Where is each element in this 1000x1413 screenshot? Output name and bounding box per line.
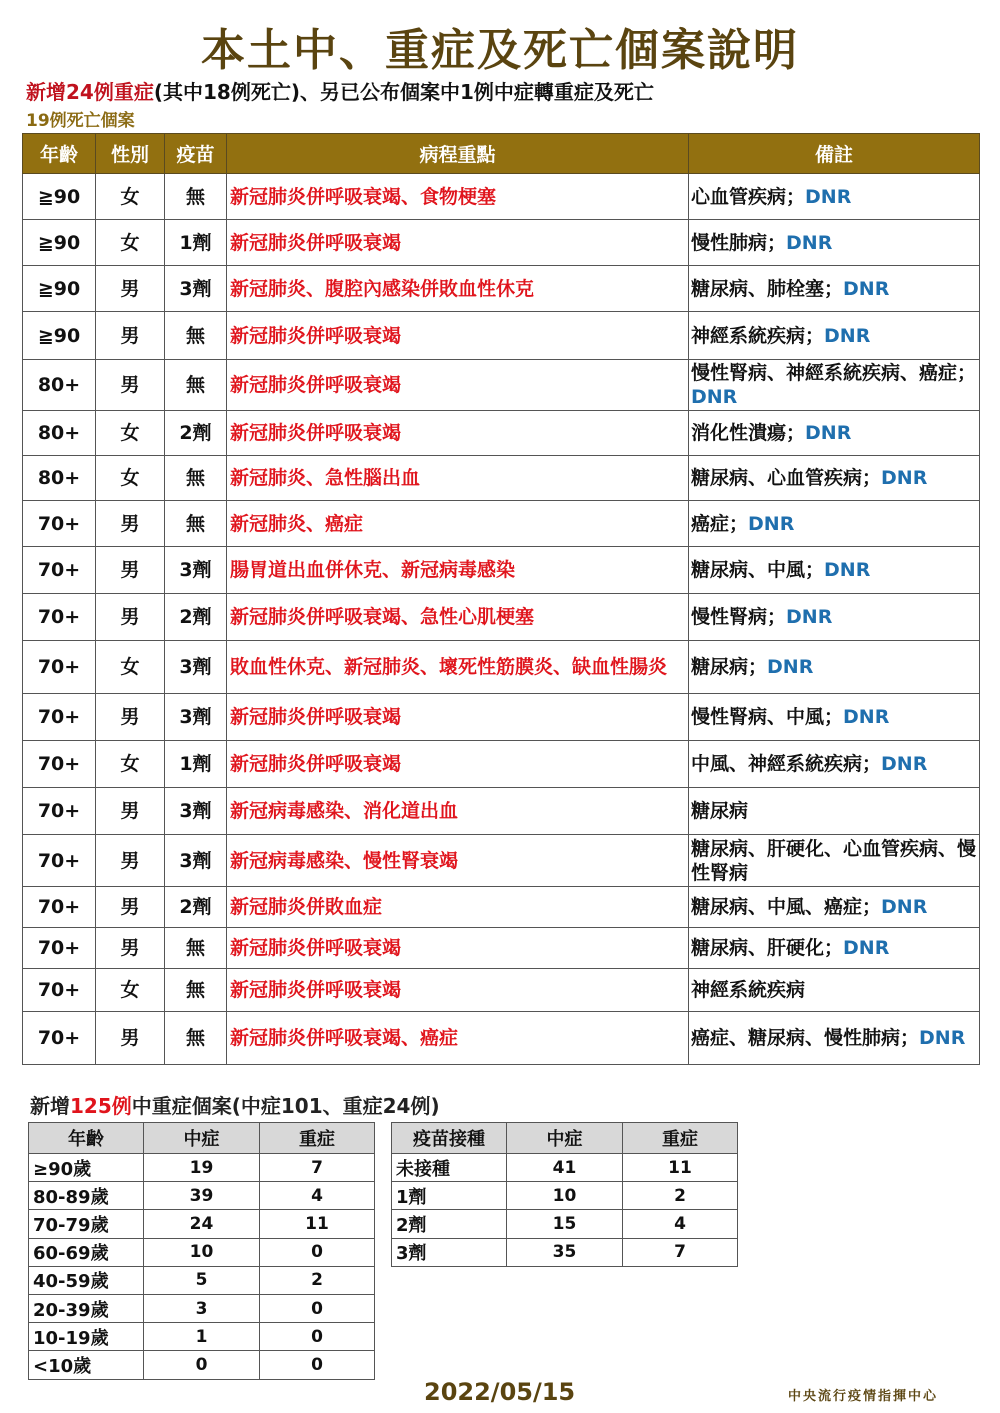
vaccine-cell: 2劑: [165, 887, 227, 928]
col-vaccine: 疫苗: [165, 134, 227, 174]
age-table-header: [29, 1123, 375, 1154]
vaccine-cell: 3劑: [165, 694, 227, 741]
moderate-cell: 10: [507, 1182, 623, 1210]
sex-cell: 男: [96, 266, 165, 312]
vaccine-cell: 無: [165, 928, 227, 969]
death-case-row: [23, 788, 980, 835]
note-text: 糖尿病、肺栓塞；: [691, 277, 844, 300]
age-cell: 80+: [23, 411, 96, 456]
age-group-row: [29, 1210, 375, 1238]
vaccine-cell: 無: [165, 174, 227, 220]
moderate-cell: 41: [507, 1154, 623, 1182]
col-sex: 性別: [96, 134, 165, 174]
dnr-tag: DNR: [881, 753, 928, 775]
vaccine-cell: 1劑: [165, 220, 227, 266]
note-text: 神經系統疾病；: [691, 324, 825, 347]
sex-cell: 男: [96, 887, 165, 928]
age-cell: 70+: [23, 501, 96, 547]
subtitle-highlight: 新增24例重症: [26, 80, 154, 104]
dnr-tag: DNR: [824, 559, 871, 581]
note-text: 糖尿病、中風；: [691, 559, 825, 581]
death-case-row: [23, 887, 980, 928]
severe-cell: 2: [623, 1182, 738, 1210]
death-case-row: [23, 741, 980, 788]
severe-cell: 7: [260, 1154, 375, 1182]
severe-cell: 0: [260, 1238, 375, 1266]
age-cell: 70+: [23, 887, 96, 928]
course-cell: 新冠肺炎併呼吸衰竭: [227, 312, 689, 360]
age-cell: ≧90: [23, 174, 96, 220]
age-cell: ≧90: [23, 266, 96, 312]
note-cell: [689, 969, 980, 1012]
note-text: 糖尿病、中風、癌症；: [691, 896, 882, 918]
note-text: 癌症；: [691, 512, 749, 535]
note-text: 神經系統疾病: [691, 979, 806, 1001]
death-case-row: [23, 1012, 980, 1065]
note-text: 糖尿病: [691, 800, 749, 822]
organization-name: 中央流行疫情指揮中心: [788, 1389, 939, 1404]
vaccination-row: [392, 1238, 738, 1266]
note-text: 糖尿病、心血管疾病；: [691, 467, 882, 489]
sex-cell: 男: [96, 547, 165, 594]
dnr-tag: DNR: [786, 606, 833, 628]
col-note: 備註: [689, 134, 980, 174]
vaccination-row: [392, 1154, 738, 1182]
death-case-row: [23, 312, 980, 360]
severe-cell: 11: [260, 1210, 375, 1238]
label-cell: 70-79歲: [29, 1210, 144, 1238]
death-case-row: [23, 641, 980, 694]
note-cell: [689, 887, 980, 928]
dnr-tag: DNR: [843, 277, 890, 300]
course-cell: 新冠病毒感染、消化道出血: [227, 788, 689, 835]
note-cell: [689, 456, 980, 501]
age-cell: ≧90: [23, 312, 96, 360]
label-cell: 80-89歲: [29, 1182, 144, 1210]
age-group-row: [29, 1154, 375, 1182]
deaths-label: 19例死亡個案: [26, 111, 135, 131]
note-cell: [689, 174, 980, 220]
note-text: 糖尿病、肝硬化、心血管疾病、慢性腎病: [691, 837, 977, 884]
sex-cell: 女: [96, 220, 165, 266]
label-cell: 2劑: [392, 1210, 507, 1238]
course-cell: 新冠肺炎併敗血症: [227, 887, 689, 928]
label-cell: 10-19歲: [29, 1323, 144, 1351]
moderate-cell: 3: [144, 1294, 260, 1322]
deaths-table: [22, 133, 980, 1065]
dnr-tag: DNR: [748, 512, 795, 535]
moderate-cell: 39: [144, 1182, 260, 1210]
col-moderate: 中症: [507, 1123, 623, 1154]
dnr-tag: DNR: [881, 896, 928, 918]
death-case-row: [23, 694, 980, 741]
age-cell: 70+: [23, 641, 96, 694]
vaccine-cell: 無: [165, 360, 227, 411]
label-cell: <10歲: [29, 1351, 144, 1379]
note-text: 中風、神經系統疾病；: [691, 753, 882, 775]
vaccination-row: [392, 1182, 738, 1210]
age-group-row: [29, 1266, 375, 1294]
dnr-tag: DNR: [691, 386, 738, 408]
note-cell: [689, 594, 980, 641]
sex-cell: 男: [96, 312, 165, 360]
death-case-row: [23, 928, 980, 969]
death-case-row: [23, 501, 980, 547]
age-cell: 70+: [23, 928, 96, 969]
dnr-tag: DNR: [881, 467, 928, 489]
severe-cell: 0: [260, 1323, 375, 1351]
label-cell: 3劑: [392, 1238, 507, 1266]
dnr-tag: DNR: [843, 937, 890, 959]
note-text: 慢性腎病；: [691, 606, 787, 628]
note-cell: [689, 411, 980, 456]
course-cell: 新冠肺炎併呼吸衰竭: [227, 220, 689, 266]
section2-title: [30, 1090, 440, 1119]
age-cell: 70+: [23, 969, 96, 1012]
age-cell: 70+: [23, 547, 96, 594]
severe-cell: 11: [623, 1154, 738, 1182]
note-text: 糖尿病；: [691, 656, 768, 678]
note-cell: [689, 220, 980, 266]
severe-cell: 0: [260, 1294, 375, 1322]
moderate-cell: 1: [144, 1323, 260, 1351]
age-group-row: [29, 1182, 375, 1210]
sex-cell: 男: [96, 835, 165, 887]
col-course: 病程重點: [227, 134, 689, 174]
vaccine-cell: 3劑: [165, 788, 227, 835]
sex-cell: 男: [96, 928, 165, 969]
dnr-tag: DNR: [805, 422, 852, 444]
vaccine-cell: 2劑: [165, 594, 227, 641]
course-cell: 新冠肺炎併呼吸衰竭、癌症: [227, 1012, 689, 1065]
report-date: 2022/05/15: [424, 1378, 576, 1406]
vaccination-row: [392, 1210, 738, 1238]
age-cell: 80+: [23, 360, 96, 411]
age-cell: ≧90: [23, 220, 96, 266]
note-cell: [689, 694, 980, 741]
dnr-tag: DNR: [919, 1027, 966, 1049]
note-text: 消化性潰瘍；: [691, 422, 806, 444]
page-title: 本土中、重症及死亡個案說明: [201, 25, 799, 76]
col-vaccination: 疫苗接種: [392, 1123, 507, 1154]
moderate-cell: 35: [507, 1238, 623, 1266]
label-cell: 未接種: [392, 1154, 507, 1182]
severe-cell: 2: [260, 1266, 375, 1294]
note-cell: [689, 788, 980, 835]
sex-cell: 女: [96, 456, 165, 501]
severe-cell: 0: [260, 1351, 375, 1379]
note-cell: [689, 266, 980, 312]
course-cell: 新冠病毒感染、慢性腎衰竭: [227, 835, 689, 887]
course-cell: 新冠肺炎併呼吸衰竭: [227, 411, 689, 456]
note-cell: [689, 741, 980, 788]
death-case-row: [23, 547, 980, 594]
death-case-row: [23, 456, 980, 501]
age-table: [28, 1122, 375, 1380]
moderate-cell: 24: [144, 1210, 260, 1238]
death-case-row: [23, 411, 980, 456]
age-cell: 70+: [23, 1012, 96, 1065]
note-text: 心血管疾病；: [691, 185, 806, 208]
course-cell: 腸胃道出血併休克、新冠病毒感染: [227, 547, 689, 594]
col-severe: 重症: [623, 1123, 738, 1154]
note-text: 糖尿病、肝硬化；: [691, 937, 844, 959]
note-cell: [689, 928, 980, 969]
death-case-row: [23, 220, 980, 266]
moderate-cell: 15: [507, 1210, 623, 1238]
sex-cell: 女: [96, 411, 165, 456]
age-cell: 70+: [23, 594, 96, 641]
note-cell: [689, 360, 980, 411]
col-age: 年齡: [23, 134, 96, 174]
sex-cell: 女: [96, 641, 165, 694]
vaccine-table: [391, 1122, 738, 1267]
course-cell: 新冠肺炎併呼吸衰竭: [227, 741, 689, 788]
note-text: 慢性肺病；: [691, 231, 787, 254]
vaccine-cell: 無: [165, 1012, 227, 1065]
course-cell: 新冠肺炎、癌症: [227, 501, 689, 547]
course-cell: 新冠肺炎併呼吸衰竭: [227, 969, 689, 1012]
dnr-tag: DNR: [786, 231, 833, 254]
col-age-group: 年齡: [29, 1123, 144, 1154]
death-case-row: [23, 266, 980, 312]
death-case-row: [23, 594, 980, 641]
age-group-row: [29, 1294, 375, 1322]
col-moderate: 中症: [144, 1123, 260, 1154]
col-severe: 重症: [260, 1123, 375, 1154]
death-case-row: [23, 174, 980, 220]
vaccine-cell: 無: [165, 969, 227, 1012]
age-cell: 70+: [23, 835, 96, 887]
vaccine-table-header: [392, 1123, 738, 1154]
vaccine-cell: 無: [165, 501, 227, 547]
note-cell: [689, 1012, 980, 1065]
age-cell: 70+: [23, 694, 96, 741]
sex-cell: 女: [96, 741, 165, 788]
note-cell: [689, 312, 980, 360]
vaccine-cell: 3劑: [165, 835, 227, 887]
death-case-row: [23, 969, 980, 1012]
subtitle-rest: (其中18例死亡)、另已公布個案中1例中症轉重症及死亡: [153, 80, 654, 104]
age-cell: 80+: [23, 456, 96, 501]
note-cell: [689, 641, 980, 694]
death-case-row: [23, 360, 980, 411]
course-cell: 新冠肺炎併呼吸衰竭: [227, 694, 689, 741]
sex-cell: 女: [96, 174, 165, 220]
label-cell: 60-69歲: [29, 1238, 144, 1266]
sex-cell: 男: [96, 1012, 165, 1065]
dnr-tag: DNR: [805, 185, 852, 208]
severe-cell: 4: [260, 1182, 375, 1210]
label-cell: 1劑: [392, 1182, 507, 1210]
subtitle: [26, 76, 654, 105]
vaccine-cell: 無: [165, 312, 227, 360]
sex-cell: 男: [96, 694, 165, 741]
vaccine-cell: 2劑: [165, 411, 227, 456]
vaccine-cell: 3劑: [165, 641, 227, 694]
note-cell: [689, 835, 980, 887]
dnr-tag: DNR: [767, 656, 814, 678]
severe-cell: 4: [623, 1210, 738, 1238]
age-group-row: [29, 1238, 375, 1266]
age-group-row: [29, 1351, 375, 1379]
sex-cell: 男: [96, 360, 165, 411]
moderate-cell: 5: [144, 1266, 260, 1294]
sex-cell: 女: [96, 969, 165, 1012]
course-cell: 新冠肺炎、急性腦出血: [227, 456, 689, 501]
course-cell: 新冠肺炎、腹腔內感染併敗血性休克: [227, 266, 689, 312]
label-cell: 20-39歲: [29, 1294, 144, 1322]
label-cell: ≥90歲: [29, 1154, 144, 1182]
course-cell: 新冠肺炎併呼吸衰竭: [227, 928, 689, 969]
deaths-table-header: [23, 134, 980, 174]
note-cell: [689, 501, 980, 547]
section2-highlight: 125例: [70, 1094, 132, 1118]
moderate-cell: 10: [144, 1238, 260, 1266]
vaccine-cell: 無: [165, 456, 227, 501]
note-text: 慢性腎病、神經系統疾病、癌症；: [691, 362, 977, 384]
age-cell: 70+: [23, 788, 96, 835]
death-case-row: [23, 835, 980, 887]
dnr-tag: DNR: [824, 324, 871, 347]
sex-cell: 男: [96, 788, 165, 835]
vaccine-cell: 3劑: [165, 547, 227, 594]
note-text: 慢性腎病、中風；: [691, 706, 844, 728]
age-cell: 70+: [23, 741, 96, 788]
severe-cell: 7: [623, 1238, 738, 1266]
note-text: 癌症、糖尿病、慢性肺病；: [691, 1027, 920, 1049]
course-cell: 新冠肺炎併呼吸衰竭: [227, 360, 689, 411]
vaccine-cell: 1劑: [165, 741, 227, 788]
label-cell: 40-59歲: [29, 1266, 144, 1294]
sex-cell: 男: [96, 501, 165, 547]
age-group-row: [29, 1323, 375, 1351]
course-cell: 新冠肺炎併呼吸衰竭、急性心肌梗塞: [227, 594, 689, 641]
sex-cell: 男: [96, 594, 165, 641]
moderate-cell: 0: [144, 1351, 260, 1379]
section2-rest: 中重症個案(中症101、重症24例): [131, 1094, 440, 1118]
course-cell: 新冠肺炎併呼吸衰竭、食物梗塞: [227, 174, 689, 220]
note-cell: [689, 547, 980, 594]
dnr-tag: DNR: [843, 706, 890, 728]
vaccine-cell: 3劑: [165, 266, 227, 312]
course-cell: 敗血性休克、新冠肺炎、壞死性筋膜炎、缺血性腸炎: [227, 641, 689, 694]
moderate-cell: 19: [144, 1154, 260, 1182]
section2-prefix: 新增: [30, 1094, 70, 1118]
